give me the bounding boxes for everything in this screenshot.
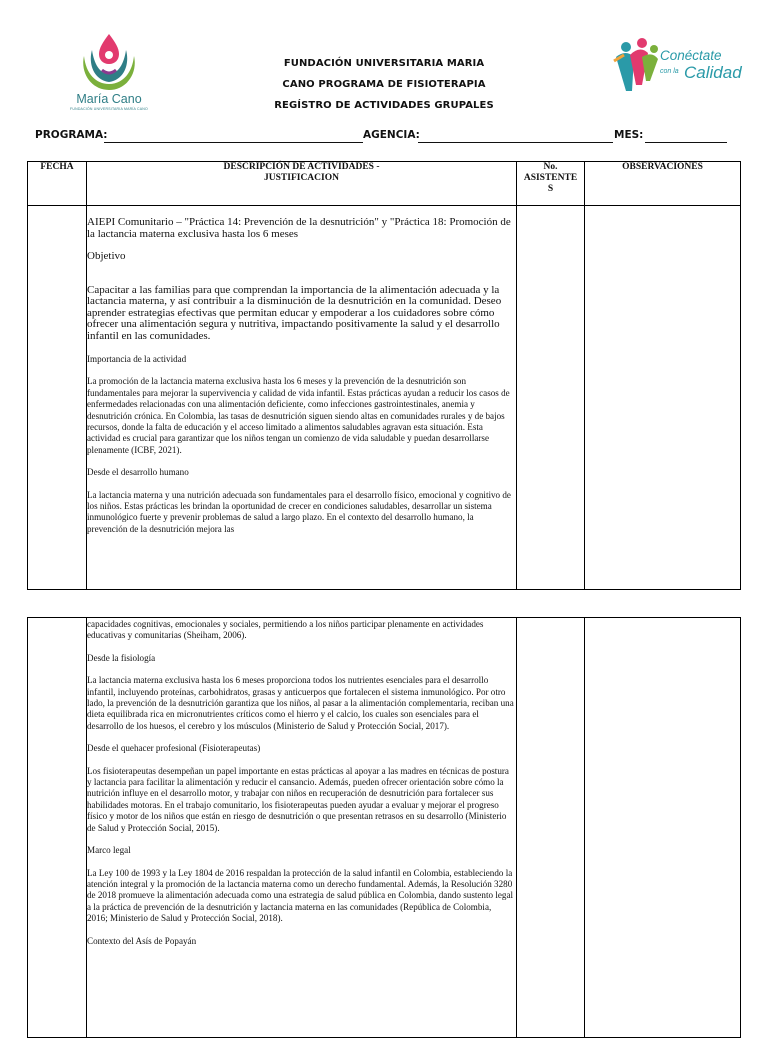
importancia-heading: Importancia de la actividad (87, 354, 187, 364)
maria-cano-logo-icon (62, 30, 156, 92)
table-header-row (28, 162, 741, 206)
header-line-3: REGÍSTRO DE ACTIVIDADES GRUPALES (274, 100, 494, 111)
descripcion-cell (87, 618, 517, 1038)
col-no-line3: S (547, 184, 554, 194)
asistentes-cell[interactable] (517, 206, 585, 590)
marco-heading: Marco legal (87, 845, 131, 856)
fisiologia-heading: Desde la fisiología (87, 652, 156, 663)
header-line-2: CANO PROGRAMA DE FISIOTERAPIA (282, 79, 486, 90)
programa-label: PROGRAMA: (35, 129, 108, 141)
agencia-label: AGENCIA: (363, 129, 420, 141)
form-fields-row (0, 129, 768, 145)
contexto-heading: Contexto del Asís de Popayán (87, 935, 197, 946)
maria-cano-logo (62, 30, 156, 115)
col-fecha: FECHA (28, 162, 87, 206)
fecha-cell[interactable] (28, 618, 87, 1038)
marco-text: La Ley 100 de 1993 y la Ley 1804 de 2016 respaldan la protección de la salud infantil en Colombia, estableciendo la atención integral y la promoción de la lactancia materna como un derecho fundamental. Además, la Resolución 3280 de 2018 promueve la alimentación adecuada como una estrategia de salud pública en Colombia, dando sustento legal a la práctica de prevención de la desnutrición y lactancia materna en las comunidades (República de Colombia, 2016; Ministerio de Salud y Protección Social, 2018). (87, 867, 514, 924)
quehacer-heading: Desde el quehacer profesional (Fisioterapeutas) (87, 743, 261, 754)
conectate-calidad-logo-icon (612, 35, 660, 95)
activities-table-page2 (27, 617, 741, 1038)
asistentes-cell[interactable] (517, 618, 585, 1038)
table-row (28, 618, 741, 1038)
objetivo-heading: Objetivo (87, 250, 126, 262)
fisiologia-text: La lactancia materna exclusiva hasta los 6 meses proporciona todos los nutrientes esenciales para el desarrollo infantil, incluyendo proteínas, carbohidratos, grasas y anticuerpos que fortalecen el sistema inmunológico. Por otro lado, la prevención de la desnutrición garantiza que los niños, al pasar a la alimentación complementaria, reciban una dieta equilibrada rica en micronutrientes críticos como el hierro y el calcio, los cuales son esenciales para el desarrollo de los huesos, el cerebro y los músculos (Ministerio de Salud y Protección Social, 2017). (87, 675, 514, 731)
logo-right-line3: Calidad (684, 63, 742, 82)
continuation-text: capacidades cognitivas, emocionales y sociales, permitiendo a los niños participar plenamente en actividades educativas y comunitarias (Sheiham, 2006). (87, 619, 484, 641)
observaciones-cell[interactable] (585, 618, 741, 1038)
col-no-asistentes (517, 162, 585, 206)
table-row (28, 206, 741, 590)
logo-right-line1: Conéctate (660, 48, 722, 63)
col-no-line1: No. (543, 162, 558, 172)
logo-right-line2: con la (660, 68, 679, 75)
logo-left-tagline: FUNDACIÓN UNIVERSITARIA MARÍA CANO (70, 107, 148, 111)
descripcion-cell (87, 206, 517, 590)
col-observaciones: OBSERVACIONES (585, 162, 741, 206)
col-desc-line2: JUSTIFICACION (264, 173, 339, 183)
objetivo-text: Capacitar a las familias para que comprendan la importancia de la alimentación adecuada y la lactancia materna, y así contribuir a la disminución de la desnutrición en la comunidad. Deseo aprender estrategias efectivas que permitan educar y empoderar a los cuidadores sobre cómo ofrecer una alimentación segura y nutritiva, impactando positivamente la salud y el desarrollo infantil en las comunidades. (87, 283, 502, 342)
activity-title: AIEPI Comunitario – "Práctica 14: Prevención de la desnutrición" y "Práctica 18: Promoción de la lactancia materna exclusiva hasta los 6 meses (87, 216, 511, 240)
programa-field[interactable] (104, 142, 363, 143)
agencia-field[interactable] (418, 142, 613, 143)
importancia-text: La promoción de la lactancia materna exclusiva hasta los 6 meses y la prevención de la desnutrición son fundamentales para mejorar la supervivencia y calidad de vida infantil. Estas prácticas ayudan a reducir los casos de enfermedades relacionadas con una alimentación deficiente, como infecciones gastrointestinales, anemia y desnutrición crónica. En Colombia, las tasas de desnutrición siguen siendo altas en comunidades rurales y de bajos recursos, donde la falta de educación y el acceso limitado a alimentos saludables agravan esta situación. Esta actividad es crucial para garantizar que los niños tengan un comienzo de vida saludable y puedan desarrollarse plenamente (ICBF, 2021). (87, 376, 510, 455)
conectate-logo (612, 35, 742, 95)
activities-table-page1 (27, 161, 741, 590)
col-desc-line1: DESCRIPCIÓN DE ACTIVIDADES - (223, 162, 380, 172)
mes-label: MES: (614, 129, 644, 141)
col-no-line2: ASISTENTE (523, 173, 578, 183)
col-descripcion (87, 162, 517, 206)
header-line-1: FUNDACIÓN UNIVERSITARIA MARIA (283, 58, 485, 69)
fecha-cell[interactable] (28, 206, 87, 590)
logo-left-brand: María Cano (76, 92, 142, 106)
desarrollo-heading: Desde el desarrollo humano (87, 467, 189, 478)
quehacer-text: Los fisioterapeutas desempeñan un papel importante en estas prácticas al apoyar a las madres en técnicas de postura y lactancia para facilitar la alimentación y reducir el cansancio. Además, pueden ofrecer orientación sobre cómo la nutrición influye en el desarrollo motor, y trabajar con niños en recuperación de desnutrición para fortalecer sus habilidades motoras. En el trabajo comunitario, los fisioterapeutas pueden ayudar a evaluar y mejorar el progreso físico y motor de los niños que están en riesgo de desnutrición o que presentan retrasos en su desarrollo (Ministerio de Salud y Protección Social, 2015). (87, 765, 509, 833)
mes-field[interactable] (645, 142, 727, 143)
desarrollo-text: La lactancia materna y una nutrición adecuada son fundamentales para el desarrollo físico, emocional y cognitivo de los niños. Estas prácticas les brindan la oportunidad de crecer en condiciones saludables, desarrollar un sistema inmunológico fuerte y prevenir problemas de salud a largo plazo. En el contexto del desarrollo humano, la prevención de la desnutrición mejora las (87, 489, 511, 534)
observaciones-cell[interactable] (585, 206, 741, 590)
